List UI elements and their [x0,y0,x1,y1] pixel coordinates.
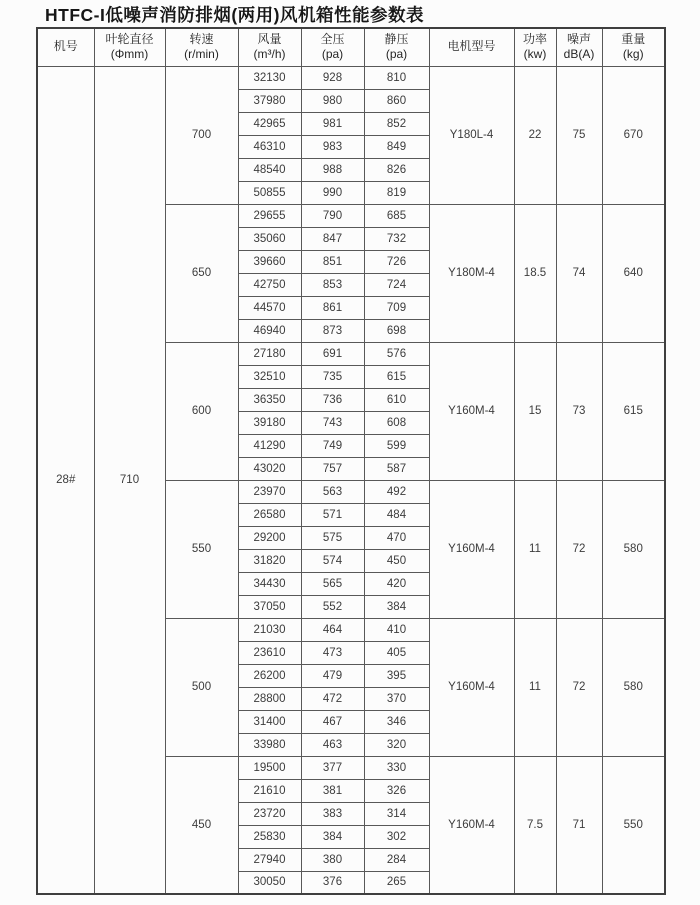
air-volume-cell: 27940 [238,848,301,871]
static-pressure-cell: 849 [364,135,429,158]
air-volume-cell: 31400 [238,710,301,733]
static-pressure-cell: 384 [364,595,429,618]
total-pressure-cell: 990 [301,181,364,204]
static-pressure-cell: 709 [364,296,429,319]
static-pressure-cell: 826 [364,158,429,181]
speed-cell: 500 [165,618,238,756]
air-volume-cell: 26580 [238,503,301,526]
air-volume-cell: 37050 [238,595,301,618]
total-pressure-cell: 376 [301,871,364,894]
power-cell: 15 [514,342,556,480]
static-pressure-cell: 819 [364,181,429,204]
total-pressure-cell: 928 [301,66,364,89]
motor-model-cell: Y160M-4 [429,618,514,756]
machine-no-cell: 28# [37,66,94,894]
air-volume-cell: 43020 [238,457,301,480]
total-pressure-cell: 735 [301,365,364,388]
static-pressure-cell: 726 [364,250,429,273]
air-volume-cell: 35060 [238,227,301,250]
total-pressure-cell: 749 [301,434,364,457]
static-pressure-cell: 698 [364,319,429,342]
total-pressure-cell: 384 [301,825,364,848]
air-volume-cell: 42750 [238,273,301,296]
total-pressure-cell: 464 [301,618,364,641]
static-pressure-cell: 410 [364,618,429,641]
noise-cell: 72 [556,480,602,618]
air-volume-cell: 29200 [238,526,301,549]
header-line2: (pa) [385,47,408,62]
static-pressure-cell: 615 [364,365,429,388]
motor-model-cell: Y160M-4 [429,756,514,894]
static-pressure-cell: 599 [364,434,429,457]
total-pressure-cell: 873 [301,319,364,342]
speed-cell: 700 [165,66,238,204]
speed-cell: 600 [165,342,238,480]
static-pressure-cell: 724 [364,273,429,296]
total-pressure-cell: 381 [301,779,364,802]
total-pressure-cell: 552 [301,595,364,618]
weight-cell: 580 [602,480,665,618]
static-pressure-cell: 314 [364,802,429,825]
static-pressure-cell: 346 [364,710,429,733]
static-pressure-cell: 450 [364,549,429,572]
power-cell: 7.5 [514,756,556,894]
static-pressure-cell: 395 [364,664,429,687]
static-pressure-cell: 265 [364,871,429,894]
motor-model-cell: Y160M-4 [429,342,514,480]
weight-cell: 550 [602,756,665,894]
power-cell: 18.5 [514,204,556,342]
total-pressure-cell: 757 [301,457,364,480]
column-header-machine-no [37,28,94,66]
header-line1: 转速 [189,31,214,46]
air-volume-cell: 32510 [238,365,301,388]
header-line2: (r/min) [184,47,219,62]
impeller-diameter-cell: 710 [94,66,165,894]
column-header-speed [165,28,238,66]
air-volume-cell: 46940 [238,319,301,342]
motor-model-cell: Y160M-4 [429,480,514,618]
header-line1: 叶轮直径 [105,31,154,46]
static-pressure-cell: 470 [364,526,429,549]
header-line1: 静压 [384,31,409,46]
air-volume-cell: 33980 [238,733,301,756]
static-pressure-cell: 326 [364,779,429,802]
air-volume-cell: 50855 [238,181,301,204]
header-row [37,28,665,66]
weight-cell: 670 [602,66,665,204]
total-pressure-cell: 743 [301,411,364,434]
total-pressure-cell: 790 [301,204,364,227]
air-volume-cell: 39180 [238,411,301,434]
header-line2: (m³/h) [253,47,286,62]
static-pressure-cell: 302 [364,825,429,848]
total-pressure-cell: 571 [301,503,364,526]
fan-spec-table [36,27,666,895]
column-header-impeller-diameter [94,28,165,66]
speed-cell: 550 [165,480,238,618]
column-header-static-pressure [364,28,429,66]
total-pressure-cell: 383 [301,802,364,825]
column-header-power [514,28,556,66]
total-pressure-cell: 853 [301,273,364,296]
header-line1: 全压 [320,31,345,46]
air-volume-cell: 37980 [238,89,301,112]
static-pressure-cell: 492 [364,480,429,503]
total-pressure-cell: 861 [301,296,364,319]
motor-model-cell: Y180M-4 [429,204,514,342]
column-header-weight [602,28,665,66]
total-pressure-cell: 377 [301,756,364,779]
header-line1: 风量 [257,31,282,46]
air-volume-cell: 19500 [238,756,301,779]
static-pressure-cell: 330 [364,756,429,779]
total-pressure-cell: 983 [301,135,364,158]
static-pressure-cell: 860 [364,89,429,112]
static-pressure-cell: 685 [364,204,429,227]
total-pressure-cell: 691 [301,342,364,365]
header-line2: dB(A) [563,47,595,62]
static-pressure-cell: 610 [364,388,429,411]
static-pressure-cell: 810 [364,66,429,89]
total-pressure-cell: 563 [301,480,364,503]
total-pressure-cell: 472 [301,687,364,710]
table-body [37,66,665,894]
air-volume-cell: 27180 [238,342,301,365]
total-pressure-cell: 988 [301,158,364,181]
column-header-total-pressure [301,28,364,66]
column-header-motor-model [429,28,514,66]
power-cell: 22 [514,66,556,204]
static-pressure-cell: 284 [364,848,429,871]
noise-cell: 71 [556,756,602,894]
air-volume-cell: 25830 [238,825,301,848]
total-pressure-cell: 575 [301,526,364,549]
static-pressure-cell: 370 [364,687,429,710]
static-pressure-cell: 608 [364,411,429,434]
air-volume-cell: 31820 [238,549,301,572]
motor-model-cell: Y180L-4 [429,66,514,204]
noise-cell: 73 [556,342,602,480]
noise-cell: 75 [556,66,602,204]
air-volume-cell: 46310 [238,135,301,158]
power-cell: 11 [514,480,556,618]
power-cell: 11 [514,618,556,756]
air-volume-cell: 30050 [238,871,301,894]
total-pressure-cell: 981 [301,112,364,135]
noise-cell: 72 [556,618,602,756]
total-pressure-cell: 574 [301,549,364,572]
static-pressure-cell: 405 [364,641,429,664]
air-volume-cell: 21030 [238,618,301,641]
total-pressure-cell: 463 [301,733,364,756]
speed-cell: 650 [165,204,238,342]
header-line1: 噪声 [566,31,591,46]
air-volume-cell: 29655 [238,204,301,227]
static-pressure-cell: 732 [364,227,429,250]
static-pressure-cell: 852 [364,112,429,135]
air-volume-cell: 41290 [238,434,301,457]
header-line2: (Φmm) [110,47,149,62]
air-volume-cell: 42965 [238,112,301,135]
air-volume-cell: 23610 [238,641,301,664]
weight-cell: 640 [602,204,665,342]
static-pressure-cell: 484 [364,503,429,526]
air-volume-cell: 34430 [238,572,301,595]
total-pressure-cell: 980 [301,89,364,112]
static-pressure-cell: 587 [364,457,429,480]
air-volume-cell: 28800 [238,687,301,710]
total-pressure-cell: 467 [301,710,364,733]
header-line1: 机号 [53,39,78,54]
header-line2: (kg) [622,47,644,62]
header-line1: 电机型号 [447,39,496,54]
total-pressure-cell: 380 [301,848,364,871]
air-volume-cell: 23720 [238,802,301,825]
table-row [37,66,665,89]
air-volume-cell: 44570 [238,296,301,319]
total-pressure-cell: 847 [301,227,364,250]
column-header-air-volume [238,28,301,66]
air-volume-cell: 36350 [238,388,301,411]
total-pressure-cell: 736 [301,388,364,411]
air-volume-cell: 32130 [238,66,301,89]
header-line1: 重量 [621,31,646,46]
static-pressure-cell: 320 [364,733,429,756]
header-line2: (kw) [523,47,547,62]
static-pressure-cell: 576 [364,342,429,365]
air-volume-cell: 39660 [238,250,301,273]
air-volume-cell: 48540 [238,158,301,181]
noise-cell: 74 [556,204,602,342]
weight-cell: 580 [602,618,665,756]
air-volume-cell: 21610 [238,779,301,802]
page-title: HTFC-I低噪声消防排烟(两用)风机箱性能参数表 [45,5,424,25]
weight-cell: 615 [602,342,665,480]
column-header-noise [556,28,602,66]
speed-cell: 450 [165,756,238,894]
header-line2: (pa) [321,47,344,62]
total-pressure-cell: 851 [301,250,364,273]
air-volume-cell: 23970 [238,480,301,503]
total-pressure-cell: 479 [301,664,364,687]
air-volume-cell: 26200 [238,664,301,687]
table-header [37,28,665,66]
total-pressure-cell: 565 [301,572,364,595]
total-pressure-cell: 473 [301,641,364,664]
static-pressure-cell: 420 [364,572,429,595]
header-line1: 功率 [522,31,547,46]
